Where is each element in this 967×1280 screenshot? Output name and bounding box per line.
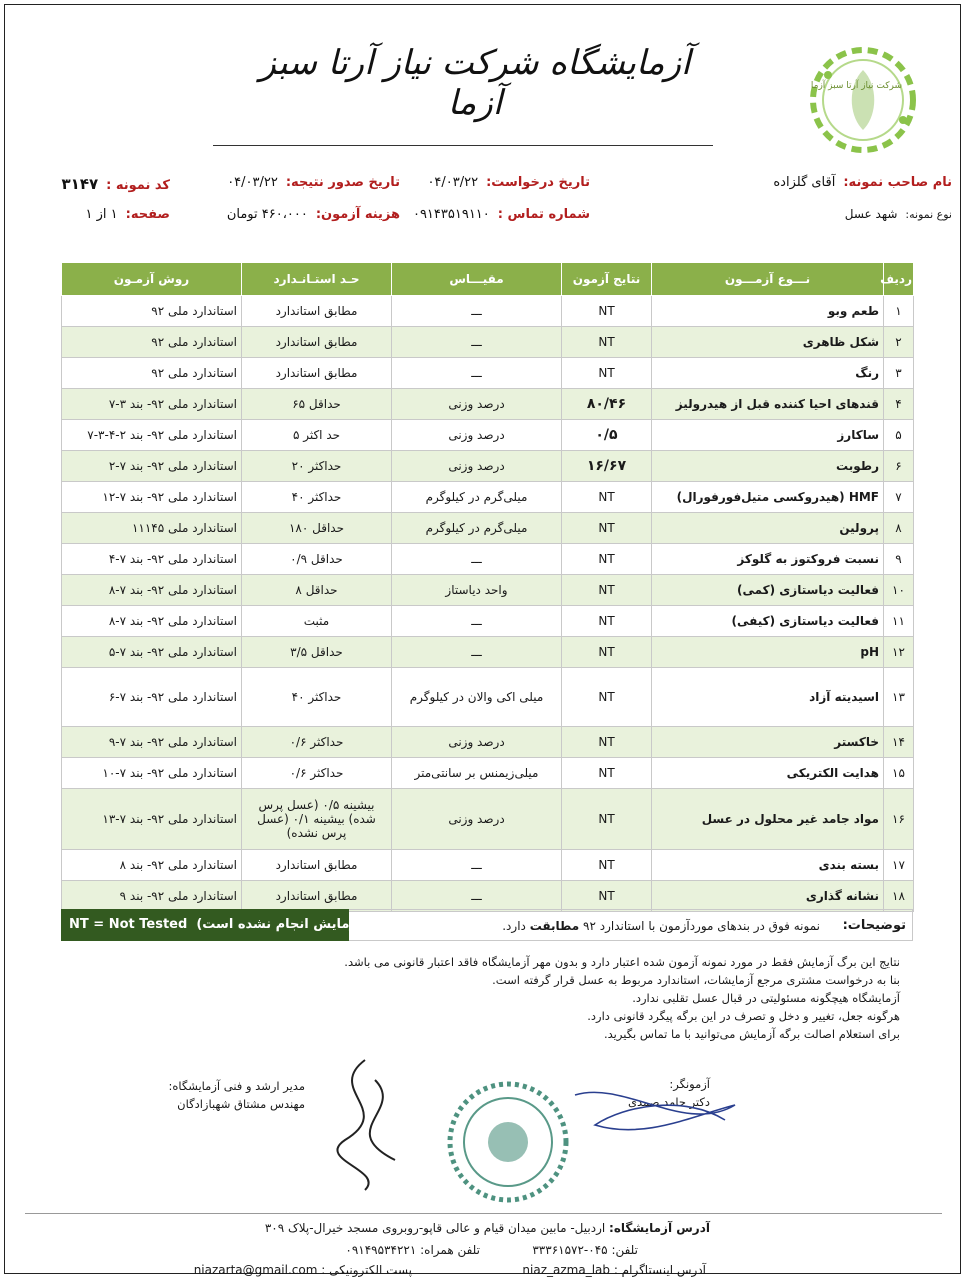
row-number: ۵: [884, 420, 914, 451]
test-unit: ـــ: [392, 606, 562, 637]
standard-limit: مطابق استاندارد: [242, 881, 392, 912]
row-number: ۷: [884, 482, 914, 513]
table-header-row: [62, 263, 914, 296]
standard-limit: حداکثر ۰/۶: [242, 758, 392, 789]
tester-signature: [565, 1075, 745, 1145]
table-row: [62, 881, 914, 912]
test-unit: ـــ: [392, 544, 562, 575]
manager-signature: [305, 1050, 425, 1200]
test-method: استاندارد ملی ۹۲- بند ۷-۸: [62, 575, 242, 606]
footer-phone: تلفن: ۰۴۵-۳۳۳۶۱۵۷۲: [532, 1243, 638, 1257]
standard-limit: مطابق استاندارد: [242, 327, 392, 358]
test-method: استاندارد ملی ۱۱۱۴۵: [62, 513, 242, 544]
test-unit: درصد وزنی: [392, 727, 562, 758]
code-field: کد نمونه :۳۱۴۷: [61, 175, 170, 193]
lab-stamp: [443, 1077, 573, 1207]
row-number: ۸: [884, 513, 914, 544]
standard-limit: مثبت: [242, 606, 392, 637]
table-row: [62, 451, 914, 482]
row-number: ۱۲: [884, 637, 914, 668]
tests-table: [61, 262, 914, 912]
table-row: [62, 668, 914, 727]
standard-limit: مطابق استاندارد: [242, 850, 392, 881]
standard-limit: حداکثر ۴۰: [242, 482, 392, 513]
row-number: ۱: [884, 296, 914, 327]
test-result: NT: [562, 513, 652, 544]
footer-mobile: تلفن همراه: ۰۹۱۴۹۵۳۴۲۲۱: [345, 1243, 480, 1257]
test-unit: واحد دیاستاز: [392, 575, 562, 606]
standard-limit: مطابق استاندارد: [242, 358, 392, 389]
test-result: ۰/۵: [562, 420, 652, 451]
table-row: [62, 575, 914, 606]
test-method: استاندارد ملی ۹۲- بند ۷-۶: [62, 668, 242, 727]
standard-limit: حد اکثر ۵: [242, 420, 392, 451]
test-unit: درصد وزنی: [392, 451, 562, 482]
test-name: pH: [652, 637, 884, 668]
test-unit: ـــ: [392, 637, 562, 668]
email-link[interactable]: niazarta@gmail.com: [193, 1263, 318, 1277]
lab-report-page: [4, 4, 961, 1277]
test-unit: درصد وزنی: [392, 789, 562, 850]
row-number: ۹: [884, 544, 914, 575]
test-result: ۱۶/۶۷: [562, 451, 652, 482]
test-unit: درصد وزنی: [392, 420, 562, 451]
test-name: رطوبت: [652, 451, 884, 482]
disclaimer-line: برای استعلام اصالت برگه آزمایش می‌توانید با ما تماس بگیرید.: [603, 1027, 900, 1041]
table-row: [62, 420, 914, 451]
manager-signature-block: [168, 1077, 305, 1113]
standard-limit: حداقل ۱۸۰: [242, 513, 392, 544]
test-unit: ـــ: [392, 850, 562, 881]
test-method: استاندارد ملی ۹۲- بند ۹: [62, 881, 242, 912]
footer-instagram: آدرس اینستاگرام : niaz_azma_lab: [522, 1263, 706, 1277]
disclaimer-line: بنا به درخواست مشتری مرجع آزمایشات، استاندارد مربوط به عسل قرار گرفته است.: [492, 973, 900, 987]
notes-text: نمونه فوق در بندهای موردآزمون با استاندارد ۹۲ مطابقت دارد.: [502, 919, 820, 933]
table-row: [62, 758, 914, 789]
table-row: [62, 482, 914, 513]
header-standard-limit: حـد استـانـدارد: [242, 263, 392, 296]
test-method: استاندارد ملی ۹۲- بند ۷-۵: [62, 637, 242, 668]
test-result: NT: [562, 789, 652, 850]
table-row: [62, 606, 914, 637]
test-name: بسته بندی: [652, 850, 884, 881]
test-result: NT: [562, 358, 652, 389]
test-result: NT: [562, 482, 652, 513]
test-unit: ـــ: [392, 358, 562, 389]
table-row: [62, 850, 914, 881]
test-name: طعم وبو: [652, 296, 884, 327]
standard-limit: حداقل ۳/۵: [242, 637, 392, 668]
test-method: استاندارد ملی ۹۲: [62, 296, 242, 327]
disclaimer-line: نتایج این برگ آزمایش فقط در مورد نمونه آزمون شده اعتبار دارد و بدون مهر آزمایشگاه فاقد اعتبار قانونی می باشد.: [344, 955, 900, 969]
header-unit: مقیـــاس: [392, 263, 562, 296]
test-unit: میلی اکی والان در کیلوگرم: [392, 668, 562, 727]
header-result: نتایج آزمون: [562, 263, 652, 296]
test-result: NT: [562, 575, 652, 606]
result-date-field: تاریخ صدور نتیجه:۰۴/۰۳/۲۲: [227, 175, 400, 190]
test-method: استاندارد ملی ۹۲- بند ۳-۷: [62, 389, 242, 420]
tester-name: دکتر حامد صمدی: [628, 1095, 710, 1109]
test-name: ساکارز: [652, 420, 884, 451]
standard-limit: حداقل ۶۵: [242, 389, 392, 420]
nt-legend: NT = Not Tested (آزمایش انجام نشده است): [61, 909, 349, 941]
row-number: ۱۴: [884, 727, 914, 758]
row-number: ۱۸: [884, 881, 914, 912]
test-result: NT: [562, 881, 652, 912]
row-number: ۱۷: [884, 850, 914, 881]
row-number: ۱۱: [884, 606, 914, 637]
test-name: HMF (هیدروکسی متیل‌فورفورال): [652, 482, 884, 513]
tester-label: آزمونگر:: [669, 1077, 710, 1091]
test-name: هدایت الکتریکی: [652, 758, 884, 789]
row-number: ۱۵: [884, 758, 914, 789]
test-name: پرولین: [652, 513, 884, 544]
instagram-link[interactable]: niaz_azma_lab: [522, 1263, 610, 1277]
title-divider: [213, 145, 713, 146]
test-result: NT: [562, 544, 652, 575]
row-number: ۳: [884, 358, 914, 389]
standard-limit: مطابق استاندارد: [242, 296, 392, 327]
test-name: فعالیت دیاستازی (کیفی): [652, 606, 884, 637]
test-result: NT: [562, 758, 652, 789]
row-number: ۱۶: [884, 789, 914, 850]
table-row: [62, 637, 914, 668]
table-row: [62, 358, 914, 389]
table-row: [62, 727, 914, 758]
request-date-field: تاریخ درخواست:۰۴/۰۳/۲۲: [427, 175, 590, 190]
test-unit: میلی‌گرم در کیلوگرم: [392, 482, 562, 513]
test-name: شکل ظاهری: [652, 327, 884, 358]
test-name: مواد جامد غیر محلول در عسل: [652, 789, 884, 850]
standard-limit: حداقل ۰/۹: [242, 544, 392, 575]
test-method: استاندارد ملی ۹۲: [62, 327, 242, 358]
table-row: [62, 389, 914, 420]
manager-name: مهندس مشتاق شهبازادگان: [177, 1097, 305, 1111]
header-method: روش آزمـون: [62, 263, 242, 296]
test-result: NT: [562, 327, 652, 358]
test-name: فعالیت دیاستازی (کمی): [652, 575, 884, 606]
row-number: ۶: [884, 451, 914, 482]
phone-field: شماره تماس :۰۹۱۴۳۵۱۹۱۱۰: [412, 207, 590, 222]
test-method: استاندارد ملی ۹۲: [62, 358, 242, 389]
test-result: NT: [562, 850, 652, 881]
table-row: [62, 789, 914, 850]
test-unit: میلی‌زیمنس بر سانتی‌متر: [392, 758, 562, 789]
table-row: [62, 544, 914, 575]
test-method: استاندارد ملی ۹۲- بند ۷-۴: [62, 544, 242, 575]
test-unit: درصد وزنی: [392, 389, 562, 420]
table-row: [62, 327, 914, 358]
footer-divider: [25, 1213, 942, 1214]
test-method: استاندارد ملی ۹۲- بند ۷-۹: [62, 727, 242, 758]
table-row: [62, 296, 914, 327]
test-name: رنگ: [652, 358, 884, 389]
cost-field: هزینه آزمون:۴۶۰،۰۰۰ تومان: [226, 207, 400, 222]
disclaimer-line: هرگونه جعل، تغییر و دخل و تصرف در این برگه پیگرد قانونی دارد.: [587, 1009, 900, 1023]
row-number: ۱۰: [884, 575, 914, 606]
test-unit: ـــ: [392, 327, 562, 358]
test-method: استاندارد ملی ۹۲- بند ۷-۱۰: [62, 758, 242, 789]
test-method: استاندارد ملی ۹۲- بند ۷-۲: [62, 451, 242, 482]
sample-type-field: نوع نمونه:شهد عسل: [844, 207, 952, 221]
test-name: خاکستر: [652, 727, 884, 758]
test-unit: ـــ: [392, 296, 562, 327]
test-method: استاندارد ملی ۹۲- بند ۸: [62, 850, 242, 881]
standard-limit: حداقل ۸: [242, 575, 392, 606]
test-unit: ـــ: [392, 881, 562, 912]
test-result: NT: [562, 296, 652, 327]
test-unit: میلی‌گرم در کیلوگرم: [392, 513, 562, 544]
header-test-type: نـــوع آزمـــون: [652, 263, 884, 296]
table-row: [62, 513, 914, 544]
logo-text: شرکت نیاز آرتا سبز آزما: [810, 81, 902, 91]
disclaimer: [200, 953, 900, 1043]
footer-email: پست الکترونیکی : niazarta@gmail.com: [193, 1263, 412, 1277]
header-row-number: ردیف: [884, 263, 914, 296]
disclaimer-line: آزمایشگاه هیچگونه مسئولیتی در قبال عسل تقلبی ندارد.: [632, 991, 900, 1005]
page-title: آزمایشگاه شرکت نیاز آرتا سبز آزما: [259, 43, 691, 123]
row-number: ۲: [884, 327, 914, 358]
lab-logo: [808, 45, 918, 155]
page-field: صفحه:۱ از ۱: [85, 207, 170, 222]
test-method: استاندارد ملی ۹۲- بند ۷-۸: [62, 606, 242, 637]
test-method: استاندارد ملی ۹۲- بند ۷-۱۲: [62, 482, 242, 513]
row-number: ۴: [884, 389, 914, 420]
manager-label: مدیر ارشد و فنی آزمایشگاه:: [168, 1079, 305, 1093]
owner-field: نام صاحب نمونه:آقای گلزاده: [773, 175, 952, 190]
standard-limit: حداکثر ۲۰: [242, 451, 392, 482]
standard-limit: بیشینه ۰/۵ (عسل پرس شده) بیشینه ۰/۱ (عسل پرس نشده): [242, 789, 392, 850]
test-result: NT: [562, 668, 652, 727]
test-result: ۸۰/۴۶: [562, 389, 652, 420]
test-name: نسبت فروکتوز به گلوکز: [652, 544, 884, 575]
test-result: NT: [562, 637, 652, 668]
test-name: نشانه گذاری: [652, 881, 884, 912]
notes-label: توضیحات:: [842, 918, 906, 933]
test-name: اسیدیته آزاد: [652, 668, 884, 727]
test-method: استاندارد ملی ۹۲- بند ۲-۴-۳-۷: [62, 420, 242, 451]
row-number: ۱۳: [884, 668, 914, 727]
test-name: قندهای احیا کننده قبل از هیدرولیز: [652, 389, 884, 420]
test-result: NT: [562, 727, 652, 758]
test-method: استاندارد ملی ۹۲- بند ۷-۱۳: [62, 789, 242, 850]
test-result: NT: [562, 606, 652, 637]
standard-limit: حداکثر ۰/۶: [242, 727, 392, 758]
footer-address: آدرس آزمایشگاه: اردبیل- مابین میدان قیام و عالی قاپو-روبروی مسجد خیرال-پلاک ۳۰۹: [264, 1221, 710, 1235]
standard-limit: حداکثر ۴۰: [242, 668, 392, 727]
